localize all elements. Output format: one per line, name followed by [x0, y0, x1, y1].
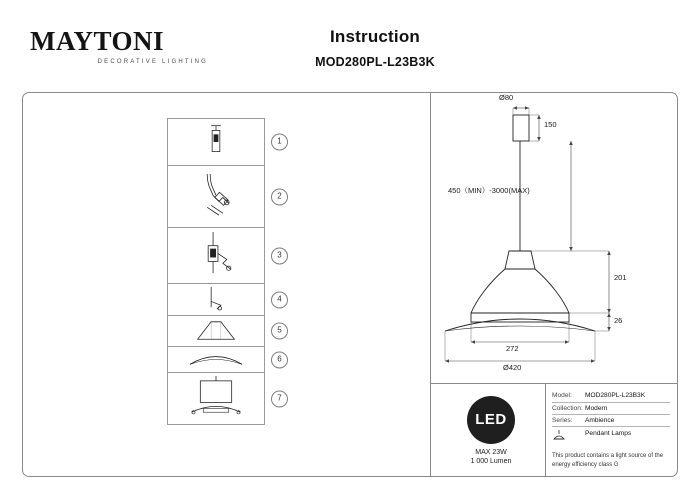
lamp-dimension-drawing	[431, 93, 677, 383]
brand-name: MAYTONI	[30, 26, 165, 56]
spec-rule-3	[552, 426, 670, 427]
dim-ring-height: 26	[614, 316, 623, 325]
step-7-diagram	[168, 373, 264, 424]
brand-tagline: DECORATIVE LIGHTING	[97, 59, 208, 65]
brand-logo	[30, 28, 210, 65]
assembly-step-6	[167, 347, 282, 373]
assembly-step-1	[167, 118, 282, 166]
assembly-step-7	[167, 373, 282, 425]
dim-body-height: 201	[614, 273, 627, 282]
dim-ring-width: 272	[506, 344, 519, 353]
assembly-step-3	[167, 228, 282, 284]
dim-suspension-range: 450（MIN）-3000(MAX)	[448, 186, 530, 195]
spec-value-collection: Modern	[585, 404, 608, 412]
title-block	[230, 27, 520, 69]
page-title: Instruction	[329, 27, 421, 46]
step-3-diagram	[168, 228, 264, 283]
step-badge-3: 3	[271, 247, 288, 264]
spec-key-model: Model:	[552, 392, 572, 399]
spec-row-collection	[552, 405, 672, 412]
step-badge-1: 1	[271, 134, 288, 151]
spec-row-type	[552, 430, 672, 441]
spec-value-model: MOD280PL-L23B3K	[585, 392, 646, 399]
model-code: MOD280PL-L23B3K	[315, 55, 435, 69]
led-lumen: 1 000 Lumen	[470, 458, 512, 465]
step-2-diagram	[168, 166, 264, 227]
spec-value-series: Ambience	[585, 417, 615, 424]
spec-value-type: Pendant Lamps	[585, 429, 632, 437]
step-1-diagram	[168, 119, 264, 165]
dim-canopy-height: 150	[544, 120, 557, 129]
spec-rule-2	[552, 414, 670, 415]
led-max-power: MAX 23W	[475, 449, 507, 456]
step-badge-6: 6	[271, 351, 288, 368]
led-badge: LED	[467, 396, 515, 444]
spec-divider	[545, 383, 546, 476]
horizontal-divider	[431, 383, 677, 384]
energy-efficiency-note: This product contains a light source of the energy efficiency class G	[552, 453, 664, 468]
spec-table	[552, 392, 672, 446]
led-info	[445, 396, 537, 470]
spec-row-series	[552, 417, 672, 424]
step-4-diagram	[168, 284, 264, 315]
spec-key-type	[552, 430, 585, 441]
step-badge-2: 2	[271, 188, 288, 205]
spec-row-model	[552, 392, 672, 399]
step-5-diagram	[168, 316, 264, 346]
spec-key-series: Series:	[552, 417, 573, 424]
page-header	[0, 0, 700, 82]
assembly-steps	[167, 118, 282, 425]
dim-shade-diameter: Ø420	[503, 363, 522, 372]
pendant-lamp-icon	[552, 430, 566, 441]
step-badge-4: 4	[271, 291, 288, 308]
technical-drawing	[431, 93, 677, 383]
spec-key-collection: Collection:	[552, 404, 583, 412]
step-badge-5: 5	[271, 323, 288, 340]
assembly-step-4	[167, 284, 282, 316]
assembly-step-2	[167, 166, 282, 228]
dim-canopy-diameter: Ø80	[499, 93, 514, 102]
assembly-step-5	[167, 316, 282, 347]
step-badge-7: 7	[271, 390, 288, 407]
step-6-diagram	[168, 347, 264, 372]
spec-rule-1	[552, 402, 670, 403]
